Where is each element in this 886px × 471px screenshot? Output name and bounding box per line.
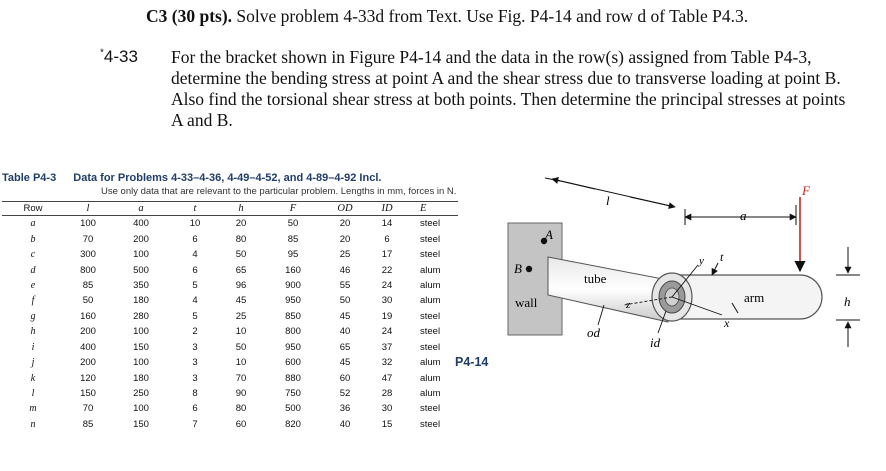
table-cell: 150 [80,388,96,400]
table-subtitle: Use only data that are relevant to the particular problem. Lengths in mm, forces in N. [101,186,457,197]
table-body [2,216,458,432]
problem-star: * [100,47,104,59]
table-cell: 50 [235,249,247,261]
table-cell: 45 [339,310,351,322]
label-B: B [514,261,522,276]
table-cell: steel [420,341,441,353]
table-title: Data for Problems 4-33–4-36, 4-49–4-52, and 4-89–4-92 Incl. [73,172,382,184]
table-cell: 50 [287,218,299,230]
table-header-row [2,201,458,216]
table-cell: 70 [82,403,94,415]
table-cell: 47 [381,372,393,384]
table-cell: 40 [339,418,351,430]
table-cell: 200 [133,233,149,245]
table-cell: 10 [235,326,247,338]
table-cell: 900 [285,279,301,291]
table-row [2,417,458,432]
table-cell: 55 [339,279,351,291]
label-y: y [699,255,704,267]
table-cell: 17 [381,249,393,261]
table-cell: 180 [133,372,149,384]
table-cell: 820 [285,418,301,430]
table-cell: 36 [339,403,351,415]
table-cell: 50 [82,295,94,307]
row-label: n [30,418,36,430]
label-x: x [724,316,730,330]
table-cell: 90 [235,388,247,400]
table-cell: 85 [287,233,299,245]
table-cell: 32 [381,357,393,369]
table-cell: 160 [80,310,96,322]
column-header: OD [337,203,353,214]
table-cell: 200 [80,357,96,369]
table-cell: 950 [285,295,301,307]
table-row [2,324,458,339]
table-cell: 400 [80,341,96,353]
table-cell: 52 [339,388,351,400]
table-cell: 20 [339,233,351,245]
table-cell: 4 [192,249,198,261]
row-label: i [31,341,35,353]
table-cell: 3 [192,357,198,369]
table-cell: 6 [192,233,198,245]
od-leader [598,305,604,325]
table-cell: 46 [339,264,351,276]
table-cell: 24 [381,279,393,291]
table-cell: 300 [80,249,96,261]
table-cell: 40 [339,326,351,338]
table-cell: 50 [235,341,247,353]
label-od: od [587,325,600,340]
table-cell: 6 [192,264,198,276]
label-arm: arm [744,290,765,305]
label-t: t [720,250,724,264]
column-header: t [193,203,197,214]
label-A: A [545,227,553,242]
table-label: Table P4-3 [2,172,57,184]
label-l: l [606,193,610,208]
figure-label: P4-14 [455,355,489,369]
table-row [2,293,458,308]
problem-number-text: 4-33 [103,47,138,66]
table-cell: 30 [381,295,393,307]
table-row [2,216,458,231]
table-cell: 50 [339,295,351,307]
table-cell: 19 [381,310,393,322]
table-cell: 250 [133,388,149,400]
table-cell: 850 [285,310,301,322]
table-cell: 85 [82,279,94,291]
row-label: k [30,372,36,384]
table-cell: 10 [189,218,201,230]
row-label: l [31,388,35,400]
table-cell: alum [420,372,441,384]
table-cell: 100 [133,403,149,415]
table-cell: 6 [192,403,198,415]
table-cell: steel [420,218,441,230]
table-row [2,309,458,324]
bracket-figure [500,165,880,465]
table-cell: steel [420,249,441,261]
row-label: h [30,326,36,338]
table-cell: 70 [82,233,94,245]
table-cell: 180 [133,295,149,307]
table-cell: 150 [133,341,149,353]
table-cell: alum [420,295,441,307]
table-cell: steel [420,403,441,415]
problem-number [100,47,138,67]
table-cell: 4 [192,295,198,307]
table-cell: 80 [235,403,247,415]
table-cell: alum [420,264,441,276]
table-cell: 3 [192,341,198,353]
table-cell: 10 [235,357,247,369]
table-caption [2,172,381,184]
table-cell: 120 [80,372,96,384]
table-cell: alum [420,388,441,400]
row-label: d [30,264,36,276]
table-cell: alum [420,279,441,291]
table-cell: steel [420,418,441,430]
table-cell: 7 [192,418,198,430]
t-arrow [712,263,718,275]
column-header: l [86,203,90,214]
table-cell: 5 [192,279,198,291]
table-cell: 20 [235,218,247,230]
table-cell: 15 [381,418,393,430]
table-cell: 65 [235,264,247,276]
table-cell: 800 [80,264,96,276]
table-cell: 20 [339,218,351,230]
table-cell: steel [420,310,441,322]
column-header: Row [23,203,43,214]
table-cell: 60 [339,372,351,384]
table-cell: 800 [285,326,301,338]
table-cell: 30 [381,403,393,415]
table-cell: 350 [133,279,149,291]
table-cell: steel [420,326,441,338]
table-row [2,355,458,370]
table-cell: 95 [287,249,299,261]
column-header: F [289,203,297,214]
row-label: e [30,279,36,291]
tube-body [548,257,668,322]
row-label: a [30,218,36,230]
label-tube: tube [584,271,607,286]
table-cell: 880 [285,372,301,384]
table-row [2,386,458,401]
table-cell: 150 [133,418,149,430]
table-cell: 25 [235,310,247,322]
label-z: z [626,299,631,311]
table-cell: alum [420,357,441,369]
table-cell: 160 [285,264,301,276]
table-cell: 37 [381,341,393,353]
table-cell: 96 [235,279,247,291]
table-cell: 8 [192,388,198,400]
row-label: m [29,403,37,415]
row-label: g [30,310,36,322]
table-row [2,262,458,277]
table-cell: 60 [235,418,247,430]
row-label: f [31,295,35,307]
table-cell: 14 [381,218,393,230]
table-cell: 950 [285,341,301,353]
table-row [2,278,458,293]
data-table [2,201,458,432]
table-cell: 500 [133,264,149,276]
table-row [2,370,458,385]
table-cell: 750 [285,388,301,400]
column-header: E [420,203,427,214]
table-cell: 65 [339,341,351,353]
column-header: ID [381,203,393,214]
table-cell: 45 [235,295,247,307]
table-cell: steel [420,233,441,245]
table-cell: 45 [339,357,351,369]
table-cell: 28 [381,388,393,400]
problem-statement: For the bracket shown in Figure P4-14 and the data in the row(s) assigned from Table P4-3, determine the bending stress at point A and the shear stress due to transverse loading at point B. Also find the torsional shear stress at both points. Then determine the principal stresses at points A and B. [171,47,846,130]
table-cell: 500 [285,403,301,415]
column-header: a [138,203,144,214]
table-cell: 22 [381,264,393,276]
table-cell: 24 [381,326,393,338]
table-cell: 3 [192,372,198,384]
table-cell: 2 [192,326,198,338]
table-cell: 100 [80,218,96,230]
table-cell: 200 [80,326,96,338]
label-a: a [740,208,747,223]
column-header: h [238,203,244,214]
table-cell: 70 [235,372,247,384]
table-cell: 25 [339,249,351,261]
table-cell: 100 [133,357,149,369]
row-label: j [31,357,35,369]
table-row [2,231,458,246]
table-cell: 100 [133,249,149,261]
table-cell: 80 [235,233,247,245]
label-wall: wall [515,295,538,310]
assignment-heading [146,6,748,27]
table-cell: 280 [133,310,149,322]
table-row [2,247,458,262]
label-id: id [650,335,661,350]
table-cell: 400 [133,218,149,230]
label-F: F [802,183,810,198]
table-cell: 5 [192,310,198,322]
l-arrow-left [552,179,595,189]
table-cell: 100 [133,326,149,338]
table-row [2,340,458,355]
l-arrow-right [630,197,675,207]
label-h: h [844,294,851,309]
table-cell: 85 [82,418,94,430]
point-B-marker [526,266,532,272]
assignment-text: Solve problem 4-33d from Text. Use Fig. P4-14 and row d of Table P4.3. [236,6,749,26]
table-row [2,401,458,416]
table-cell: 600 [285,357,301,369]
assignment-code: C3 (30 pts). [146,6,233,26]
row-label: b [30,233,36,245]
row-label: c [30,249,36,261]
table-cell: 6 [384,233,390,245]
